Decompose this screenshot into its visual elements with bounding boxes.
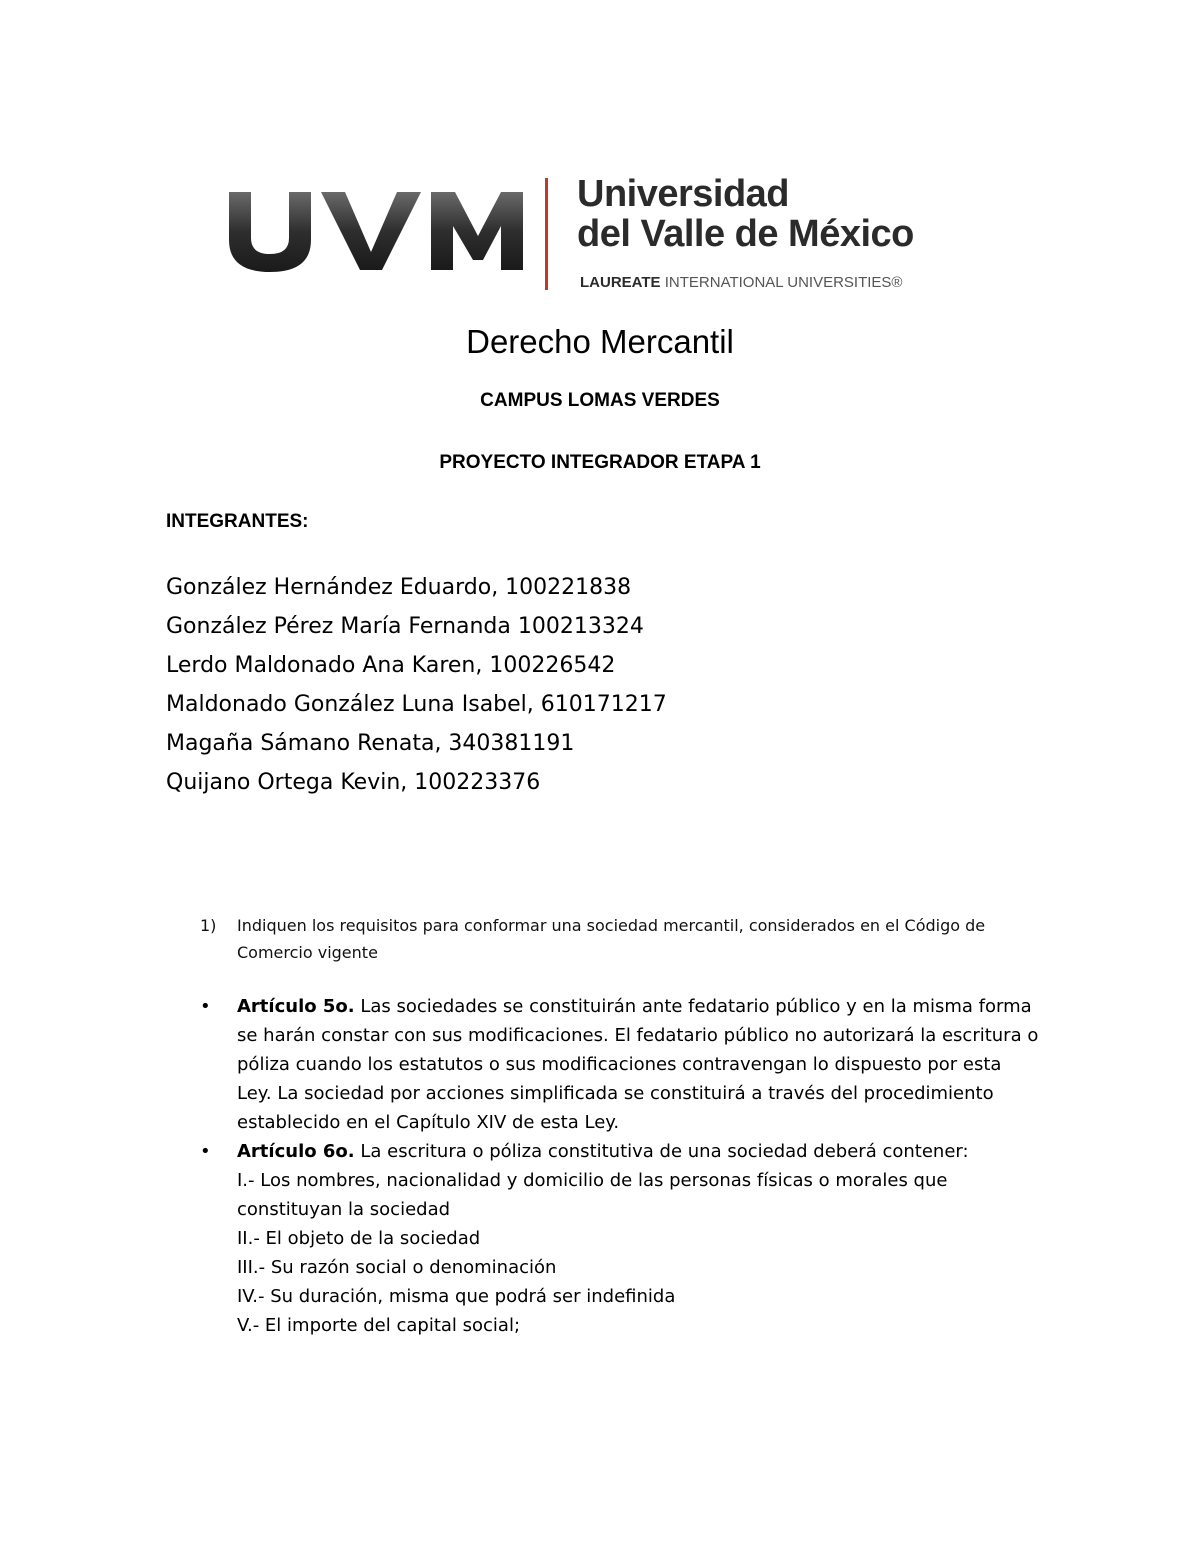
article-heading: Artículo 6o.	[237, 1141, 355, 1162]
uvm-logo	[225, 172, 965, 297]
member-item: Maldonado González Luna Isabel, 610171217	[166, 692, 667, 717]
university-name	[577, 174, 914, 254]
article-5	[200, 992, 1040, 1137]
members-list	[166, 568, 667, 802]
member-item: Lerdo Maldonado Ana Karen, 100226542	[166, 653, 616, 678]
university-name-line-1: Universidad	[577, 173, 790, 215]
campus-heading: CAMPUS LOMAS VERDES	[480, 390, 720, 411]
bullet-icon: •	[200, 996, 211, 1017]
article-heading: Artículo 5o.	[237, 996, 355, 1017]
member-item: González Hernández Eduardo, 100221838	[166, 575, 632, 600]
laureate-rest: INTERNATIONAL UNIVERSITIES®	[664, 274, 903, 291]
university-name-line-2: del Valle de México	[577, 213, 914, 255]
member-item: González Pérez María Fernanda 100213324	[166, 614, 644, 639]
logo-divider	[545, 178, 548, 290]
question-number: 1)	[200, 916, 217, 935]
project-heading: PROYECTO INTEGRADOR ETAPA 1	[439, 452, 761, 473]
member-item: Quijano Ortega Kevin, 100223376	[166, 770, 541, 795]
article-body: La escritura o póliza constitutiva de una sociedad deberá contener:	[360, 1141, 969, 1162]
bullet-icon: •	[200, 1141, 211, 1162]
article-fraction: V.- El importe del capital social;	[237, 1315, 521, 1336]
article-fraction: III.- Su razón social o denominación	[237, 1257, 557, 1278]
members-label: INTEGRANTES:	[166, 511, 309, 532]
laureate-tagline	[580, 274, 903, 291]
question-text: Indiquen los requisitos para conformar una sociedad mercantil, considerados en el Código de Comercio vigente	[237, 916, 986, 962]
document-title: Derecho Mercantil	[466, 323, 734, 360]
article-6	[200, 1137, 1040, 1340]
uvm-logo-mark	[225, 186, 525, 276]
article-body: Las sociedades se constituirán ante fedatario público y en la misma forma se harán constar con sus modificaciones. El fedatario público no autorizará la escritura o póliza cuando los estatutos o sus modificaciones contravengan lo dispuesto por esta Ley. La sociedad por acciones simplificada se constituirá a través del procedimiento establecido en el Capítulo XIV de esta Ley.	[237, 996, 1039, 1133]
article-fraction: I.- Los nombres, nacionalidad y domicilio de las personas físicas o morales que constituyan la sociedad	[237, 1170, 948, 1220]
articles-list	[200, 992, 1040, 1340]
laureate-strong: LAUREATE	[580, 274, 661, 291]
article-fraction: II.- El objeto de la sociedad	[237, 1228, 481, 1249]
member-item: Magaña Sámano Renata, 340381191	[166, 731, 575, 756]
article-fraction: IV.- Su duración, misma que podrá ser indefinida	[237, 1286, 676, 1307]
